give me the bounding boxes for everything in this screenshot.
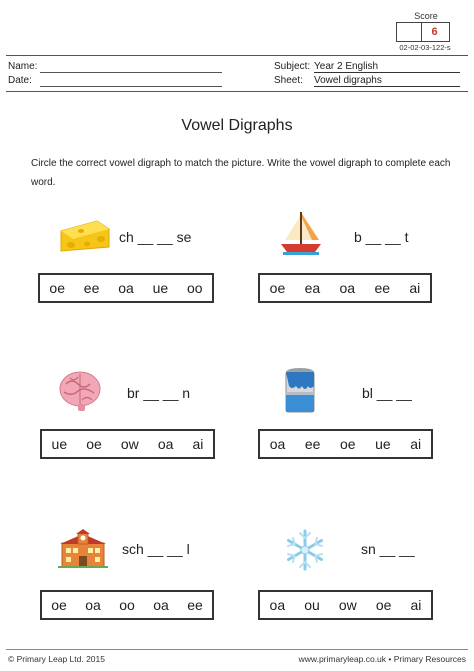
- choice-option[interactable]: oo: [119, 597, 135, 613]
- choice-option[interactable]: ee: [374, 280, 391, 296]
- paint-can-icon: [283, 366, 317, 419]
- choice-option[interactable]: ue: [51, 436, 68, 452]
- choice-option[interactable]: ue: [375, 436, 391, 452]
- sheet-code: 02-02-03-122-s: [399, 43, 451, 52]
- choice-option[interactable]: ee: [304, 436, 321, 452]
- choice-option[interactable]: ea: [304, 280, 321, 296]
- choice-option[interactable]: oe: [51, 597, 67, 613]
- choice-option[interactable]: ai: [192, 436, 204, 452]
- name-field[interactable]: [40, 72, 222, 73]
- footer-copyright: © Primary Leap Ltd. 2015: [8, 654, 105, 664]
- name-label: Name:: [8, 61, 38, 72]
- choice-box: [258, 590, 433, 620]
- question-word: b __ __ t: [354, 229, 409, 245]
- choice-option[interactable]: oe: [340, 436, 356, 452]
- choice-box: [38, 273, 214, 303]
- choice-option[interactable]: oa: [157, 436, 174, 452]
- choice-box: [40, 429, 215, 459]
- score-total: 6: [420, 22, 450, 42]
- date-field[interactable]: [40, 86, 222, 87]
- snowflake-icon: [283, 528, 327, 577]
- choice-option[interactable]: ee: [187, 597, 203, 613]
- date-label: Date:: [8, 75, 32, 86]
- footer-rule: [6, 649, 468, 650]
- question-word: sn __ __: [361, 541, 415, 557]
- choice-option[interactable]: oo: [186, 280, 203, 296]
- question-word: bl __ __: [362, 385, 412, 401]
- choice-option[interactable]: ow: [338, 597, 357, 613]
- question-word: sch __ __ l: [122, 541, 190, 557]
- sheet-label: Sheet:: [274, 75, 303, 86]
- instructions: Circle the correct vowel digraph to match the picture. Write the vowel digraph to complete each word.: [31, 158, 451, 188]
- brain-icon: [58, 370, 102, 417]
- choice-option[interactable]: oe: [49, 280, 65, 296]
- header-top-rule: [6, 55, 468, 56]
- choice-option[interactable]: ou: [304, 597, 320, 613]
- choice-option[interactable]: ai: [410, 436, 422, 452]
- choice-option[interactable]: oa: [153, 597, 169, 613]
- footer-website-link[interactable]: www.primaryleap.co.uk • Primary Resources: [298, 654, 466, 664]
- subject-label: Subject:: [274, 61, 311, 72]
- sheet-value: Vowel digraphs: [314, 75, 460, 87]
- choice-option[interactable]: oa: [118, 280, 134, 296]
- choice-option[interactable]: oa: [269, 597, 286, 613]
- choice-option[interactable]: oa: [269, 436, 286, 452]
- choice-option[interactable]: oa: [85, 597, 101, 613]
- score-label: Score: [414, 11, 438, 21]
- choice-option[interactable]: ue: [152, 280, 169, 296]
- choice-box: [258, 273, 432, 303]
- cheese-icon: [57, 219, 113, 258]
- choice-option[interactable]: ai: [410, 597, 422, 613]
- header-bottom-rule: [6, 91, 468, 92]
- choice-option[interactable]: ai: [409, 280, 421, 296]
- choice-option[interactable]: oa: [339, 280, 356, 296]
- choice-box: [258, 429, 433, 459]
- page-title: Vowel Digraphs: [181, 117, 293, 134]
- question-word: ch __ __ se: [119, 229, 192, 245]
- choice-option[interactable]: ow: [120, 436, 139, 452]
- score-input-box[interactable]: [396, 22, 422, 42]
- subject-value: Year 2 English: [314, 61, 460, 73]
- choice-option[interactable]: ee: [83, 280, 100, 296]
- choice-box: [40, 590, 214, 620]
- choice-option[interactable]: oe: [86, 436, 102, 452]
- choice-option[interactable]: oe: [269, 280, 286, 296]
- choice-option[interactable]: oe: [375, 597, 392, 613]
- school-icon: [58, 529, 108, 574]
- boat-icon: [279, 210, 323, 261]
- question-word: br __ __ n: [127, 385, 191, 401]
